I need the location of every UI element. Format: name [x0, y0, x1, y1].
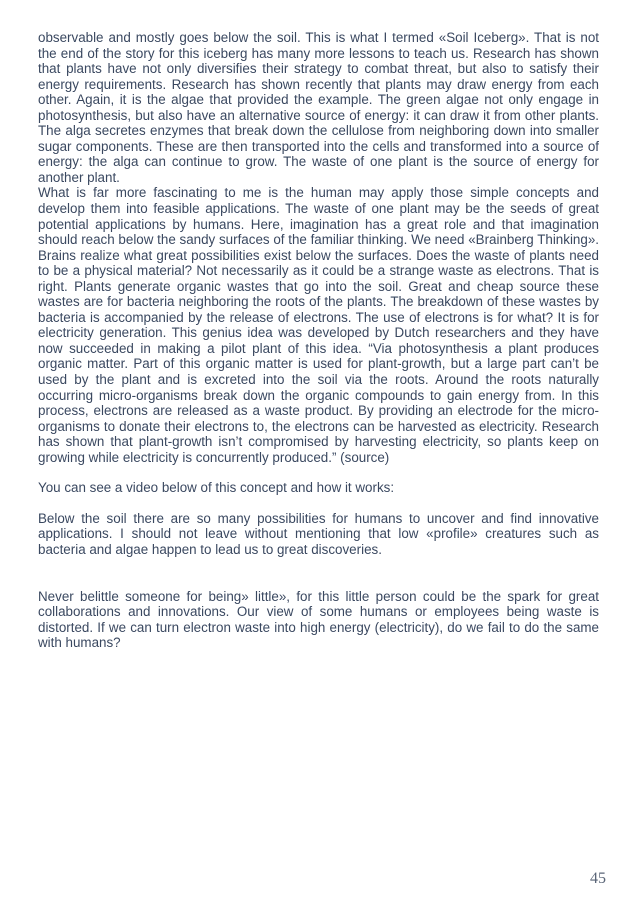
- page-number: 45: [590, 870, 606, 887]
- document-body: [38, 30, 599, 651]
- paragraph-spacer: [38, 465, 599, 480]
- paragraph-brainberg-thinking: What is far more fascinating to me is the human may apply those simple concepts and develop them into feasible applications. The waste of one plant may be the seeds of great potential applications by humans. Here, imagination has a great role and that imagination should reach below the sandy surfaces of the familiar thinking. We need «Brainberg Thinking». Brains realize what great possibilities exist below the surfaces. Does the waste of plants need to be a physical material? Not necessarily as it could be a strange waste as electrons. That is right. Plants generate organic wastes that go into the soil. Great and cheap source these wastes are for bacteria neighboring the roots of the plants. The breakdown of these wastes by bacteria is accompanied by the release of electrons. The use of electrons is for what? It is for electricity generation. This genius idea was developed by Dutch researchers and they have now succeeded in making a pilot plant of this idea. “Via photosynthesis a plant produces organic matter. Part of this organic matter is used for plant-growth, but a large part can’t be used by the plant and is excreted into the soil via the roots. Around the roots naturally occurring micro-organisms break down the organic compounds to gain energy from. In this process, electrons are released as a waste product. By providing an electrode for the micro-organisms to donate their electrons to, the electrons can be harvested as electricity. Research has shown that plant-growth isn’t compromised by harvesting electricity, so plants keep on growing while electricity is concurrently produced.” (source): [38, 185, 599, 465]
- paragraph-spacer: [38, 558, 599, 589]
- paragraph-video-intro: You can see a video below of this concept and how it works:: [38, 480, 395, 496]
- paragraph-soil-iceberg: observable and mostly goes below the soil. This is what I termed «Soil Iceberg». That is not the end of the story for this iceberg has many more lessons to teach us. Research has shown that plants have not only diversifies their strategy to combat threat, but also to satisfy their energy requirements. Research has shown recently that plants may draw energy from each other. Again, it is the algae that provided the example. The green algae not only engage in photosynthesis, but also have an alternative source of energy: it can draw it from other plants. The alga secretes enzymes that break down the cellulose from neighboring down into smaller sugar components. These are then transported into the cells and transformed into a source of energy: the alga can continue to grow. The waste of one plant is the source of energy for another plant.: [38, 30, 599, 185]
- paragraph-below-the-soil: Below the soil there are so many possibilities for humans to uncover and find innovative applications. I should not leave without mentioning that low «profile» creatures such as bacteria and algae happen to lead us to great discoveries.: [38, 510, 599, 557]
- paragraph-spacer: [38, 496, 599, 511]
- paragraph-never-belittle: Never belittle someone for being» little», for this little person could be the spark for great collaborations and innovations. Our view of some humans or employees being waste is distorted. If we can turn electron waste into high energy (electricity), do we fail to do the same with humans?: [38, 588, 599, 651]
